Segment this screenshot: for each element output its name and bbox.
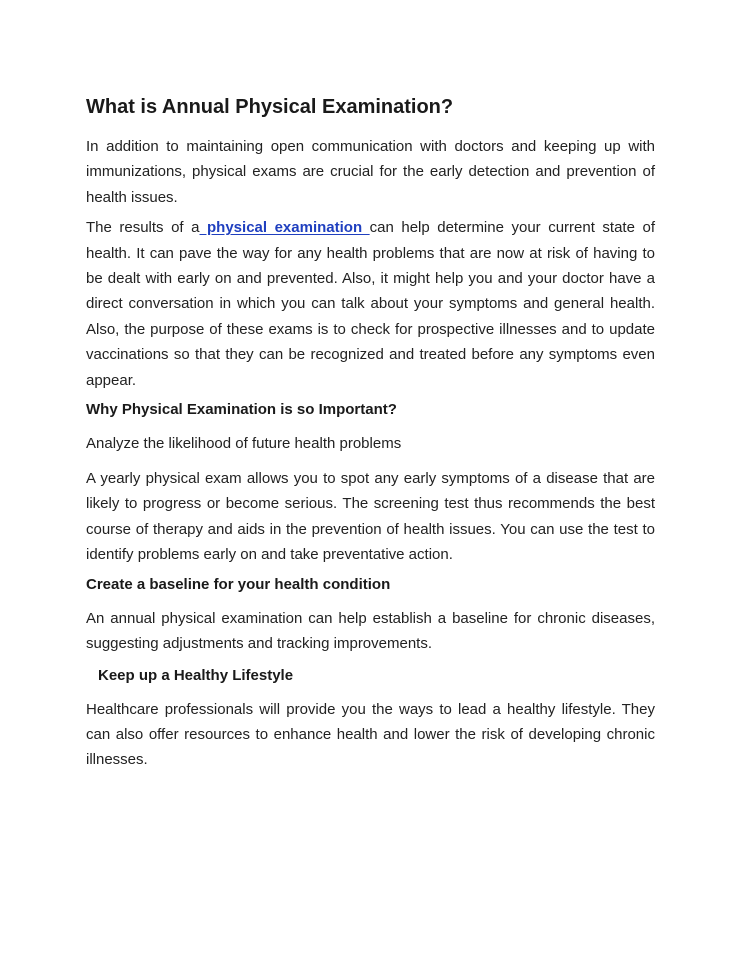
physical-examination-link[interactable]: physical examination (199, 219, 370, 237)
analyze-line: Analyze the likelihood of future health problems (86, 435, 402, 453)
intro-paragraph: In addition to maintaining open communication with doctors and keeping up with immunizations, physical exams are crucial for the early detection and prevention of health issues. (86, 138, 655, 206)
results-text-after-link: can help determine your current state of health. It can pave the way for any health problems that are now at risk of having to be dealt with early on and prevented. Also, it might help you and your doctor have a direct conversation in which you can talk about your symptoms and general health. Also, the purpose of these exams is to check for prospective illnesses and to update vaccinations so that they can be recognized and treated before any symptoms even appear. (86, 219, 655, 389)
yearly-exam-paragraph: A yearly physical exam allows you to spot any early symptoms of a disease that are likely to progress or become serious. The screening test thus recommends the best course of therapy and aids in the prevention of health issues. You can use the test to identify problems early on and take preventative action. (86, 470, 655, 564)
healthy-lifestyle-paragraph: Healthcare professionals will provide you the ways to lead a healthy lifestyle. They can also offer resources to enhance health and lower the risk of developing chronic illnesses. (86, 700, 655, 769)
page-title: What is Annual Physical Examination? (86, 96, 454, 118)
why-important-heading: Why Physical Examination is so Important? (86, 401, 397, 419)
healthy-lifestyle-heading: Keep up a Healthy Lifestyle (98, 666, 294, 684)
baseline-paragraph: An annual physical examination can help establish a baseline for chronic diseases, suggesting adjustments and tracking improvements. (86, 609, 655, 653)
document-body (86, 94, 655, 778)
baseline-heading: Create a baseline for your health condition (86, 575, 391, 593)
results-paragraph (86, 215, 655, 393)
results-text-before-link: The results of a (86, 219, 200, 237)
